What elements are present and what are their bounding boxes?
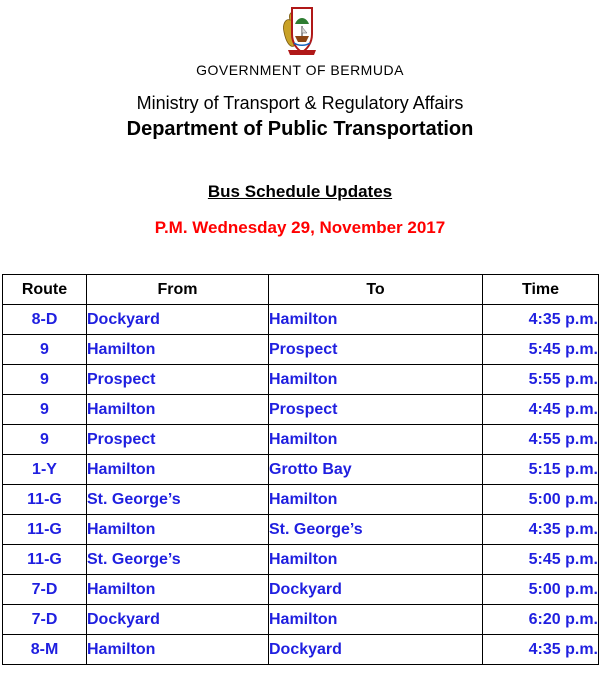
column-header-to: To bbox=[269, 275, 483, 305]
table-row bbox=[3, 485, 599, 515]
from-cell: St. George’s bbox=[87, 485, 269, 515]
notice-title-text: Bus Schedule Updates bbox=[207, 182, 393, 201]
to-cell: Grotto Bay bbox=[269, 455, 483, 485]
to-cell: Prospect bbox=[269, 395, 483, 425]
department-name: Department of Public Transportation bbox=[126, 118, 474, 140]
table-row bbox=[3, 455, 599, 485]
time-cell: 5:00 p.m. bbox=[483, 575, 599, 605]
to-cell: Dockyard bbox=[269, 575, 483, 605]
to-cell: Hamilton bbox=[269, 425, 483, 455]
to-cell: Hamilton bbox=[269, 365, 483, 395]
bus-schedule-table bbox=[2, 274, 599, 665]
time-cell: 5:00 p.m. bbox=[483, 485, 599, 515]
time-cell: 5:55 p.m. bbox=[483, 365, 599, 395]
from-cell: Dockyard bbox=[87, 305, 269, 335]
to-cell: Hamilton bbox=[269, 545, 483, 575]
route-cell: 9 bbox=[3, 395, 87, 425]
ministry-name: Ministry of Transport & Regulatory Affairs bbox=[136, 93, 464, 113]
government-name: GOVERNMENT OF BERMUDA bbox=[196, 62, 404, 78]
route-cell: 11-G bbox=[3, 545, 87, 575]
table-header-row bbox=[3, 275, 599, 305]
from-cell: Prospect bbox=[87, 425, 269, 455]
table-row bbox=[3, 635, 599, 665]
route-cell: 9 bbox=[3, 365, 87, 395]
table-row bbox=[3, 365, 599, 395]
time-cell: 4:35 p.m. bbox=[483, 515, 599, 545]
to-cell: Prospect bbox=[269, 335, 483, 365]
from-cell: Hamilton bbox=[87, 515, 269, 545]
table-row bbox=[3, 515, 599, 545]
from-cell: Hamilton bbox=[87, 455, 269, 485]
time-cell: 4:35 p.m. bbox=[483, 305, 599, 335]
to-cell: Dockyard bbox=[269, 635, 483, 665]
notice-date: P.M. Wednesday 29, November 2017 bbox=[154, 218, 446, 237]
column-header-time: Time bbox=[483, 275, 599, 305]
from-cell: St. George’s bbox=[87, 545, 269, 575]
time-cell: 5:45 p.m. bbox=[483, 545, 599, 575]
notice-title bbox=[0, 182, 600, 202]
to-cell: Hamilton bbox=[269, 605, 483, 635]
table-row bbox=[3, 305, 599, 335]
route-cell: 7-D bbox=[3, 605, 87, 635]
to-cell: Hamilton bbox=[269, 485, 483, 515]
from-cell: Dockyard bbox=[87, 605, 269, 635]
table-row bbox=[3, 545, 599, 575]
table-row bbox=[3, 605, 599, 635]
table-row bbox=[3, 425, 599, 455]
from-cell: Hamilton bbox=[87, 395, 269, 425]
time-cell: 4:55 p.m. bbox=[483, 425, 599, 455]
time-cell: 5:15 p.m. bbox=[483, 455, 599, 485]
time-cell: 4:35 p.m. bbox=[483, 635, 599, 665]
from-cell: Prospect bbox=[87, 365, 269, 395]
column-header-route: Route bbox=[3, 275, 87, 305]
route-cell: 7-D bbox=[3, 575, 87, 605]
bermuda-coat-of-arms-icon bbox=[280, 2, 320, 56]
route-cell: 8-M bbox=[3, 635, 87, 665]
column-header-from: From bbox=[87, 275, 269, 305]
route-cell: 9 bbox=[3, 425, 87, 455]
from-cell: Hamilton bbox=[87, 335, 269, 365]
route-cell: 8-D bbox=[3, 305, 87, 335]
route-cell: 11-G bbox=[3, 515, 87, 545]
to-cell: Hamilton bbox=[269, 305, 483, 335]
table-row bbox=[3, 335, 599, 365]
from-cell: Hamilton bbox=[87, 575, 269, 605]
to-cell: St. George’s bbox=[269, 515, 483, 545]
table-row bbox=[3, 395, 599, 425]
time-cell: 5:45 p.m. bbox=[483, 335, 599, 365]
route-cell: 1-Y bbox=[3, 455, 87, 485]
route-cell: 9 bbox=[3, 335, 87, 365]
time-cell: 6:20 p.m. bbox=[483, 605, 599, 635]
time-cell: 4:45 p.m. bbox=[483, 395, 599, 425]
route-cell: 11-G bbox=[3, 485, 87, 515]
from-cell: Hamilton bbox=[87, 635, 269, 665]
table-row bbox=[3, 575, 599, 605]
